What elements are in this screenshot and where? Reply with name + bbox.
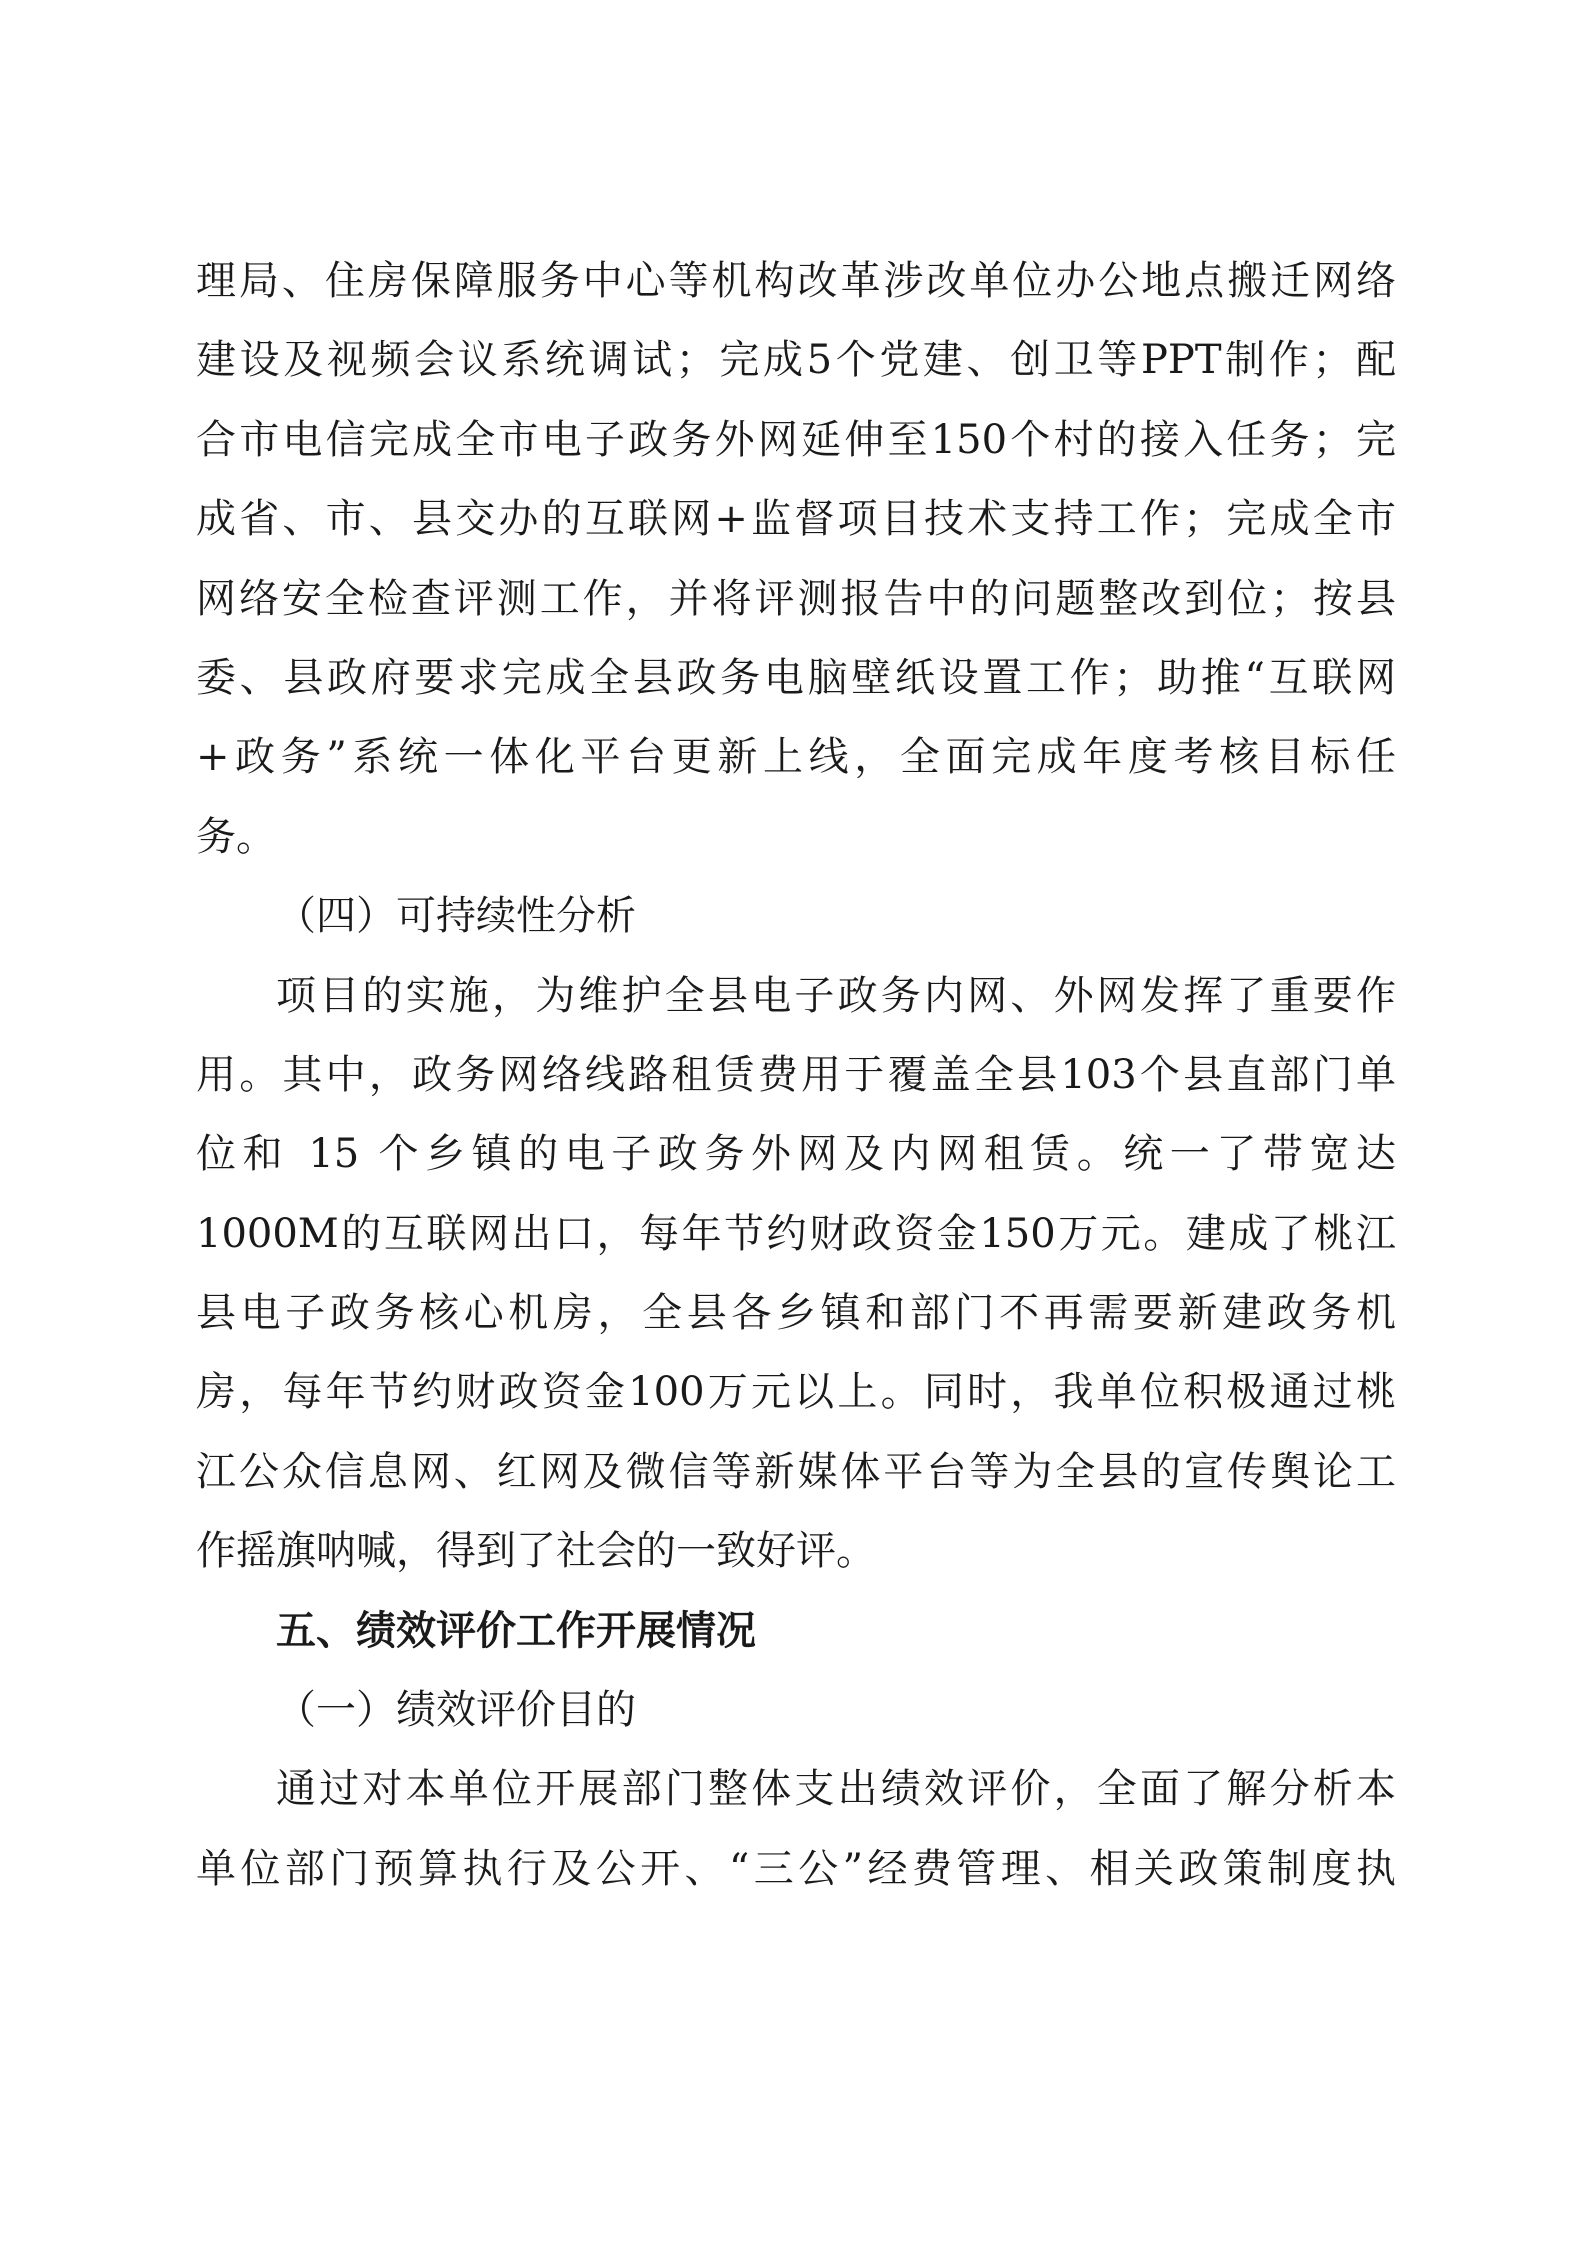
paragraph-line: 建设及视频会议系统调试；完成5个党建、创卫等PPT制作；配 — [196, 337, 1396, 384]
paragraph-line: 网络安全检查评测工作，并将评测报告中的问题整改到位；按县 — [196, 575, 1396, 622]
section-heading-performance-evaluation: 五、绩效评价工作开展情况 — [276, 1607, 756, 1654]
paragraph-line: 用。其中，政务网络线路租赁费用于覆盖全县103个县直部门单 — [196, 1051, 1396, 1098]
paragraph-line: 位和 15 个乡镇的电子政务外网及内网租赁。统一了带宽达 — [196, 1131, 1396, 1178]
paragraph-line: 江公众信息网、红网及微信等新媒体平台等为全县的宣传舆论工 — [196, 1448, 1396, 1495]
document-body — [196, 242, 1396, 1909]
paragraph-line: 1000M的互联网出口，每年节约财政资金150万元。建成了桃江 — [196, 1210, 1396, 1257]
paragraph-line: +政务”系统一体化平台更新上线，全面完成年度考核目标任 — [196, 734, 1396, 781]
paragraph-line: 成省、市、县交办的互联网+监督项目技术支持工作；完成全市 — [196, 496, 1396, 543]
paragraph-line: 委、县政府要求完成全县政务电脑壁纸设置工作；助推“互联网 — [196, 654, 1396, 701]
paragraph-line: 通过对本单位开展部门整体支出绩效评价，全面了解分析本 — [276, 1766, 1396, 1813]
paragraph-line: 作摇旗呐喊，得到了社会的一致好评。 — [196, 1528, 876, 1575]
paragraph-line: 理局、住房保障服务中心等机构改革涉改单位办公地点搬迁网络 — [196, 258, 1396, 304]
section-heading-evaluation-purpose: （一）绩效评价目的 — [276, 1687, 636, 1734]
section-heading-sustainability: （四）可持续性分析 — [276, 893, 636, 940]
paragraph-line: 项目的实施，为维护全县电子政务内网、外网发挥了重要作 — [276, 972, 1396, 1019]
paragraph-line: 务。 — [196, 813, 276, 860]
paragraph-line: 合市电信完成全市电子政务外网延伸至150个村的接入任务；完 — [196, 416, 1396, 463]
paragraph-line: 单位部门预算执行及公开、“三公”经费管理、相关政策制度执 — [196, 1845, 1396, 1892]
paragraph-line: 房，每年节约财政资金100万元以上。同时，我单位积极通过桃 — [196, 1369, 1396, 1416]
paragraph-line: 县电子政务核心机房，全县各乡镇和部门不再需要新建政务机 — [196, 1290, 1396, 1337]
